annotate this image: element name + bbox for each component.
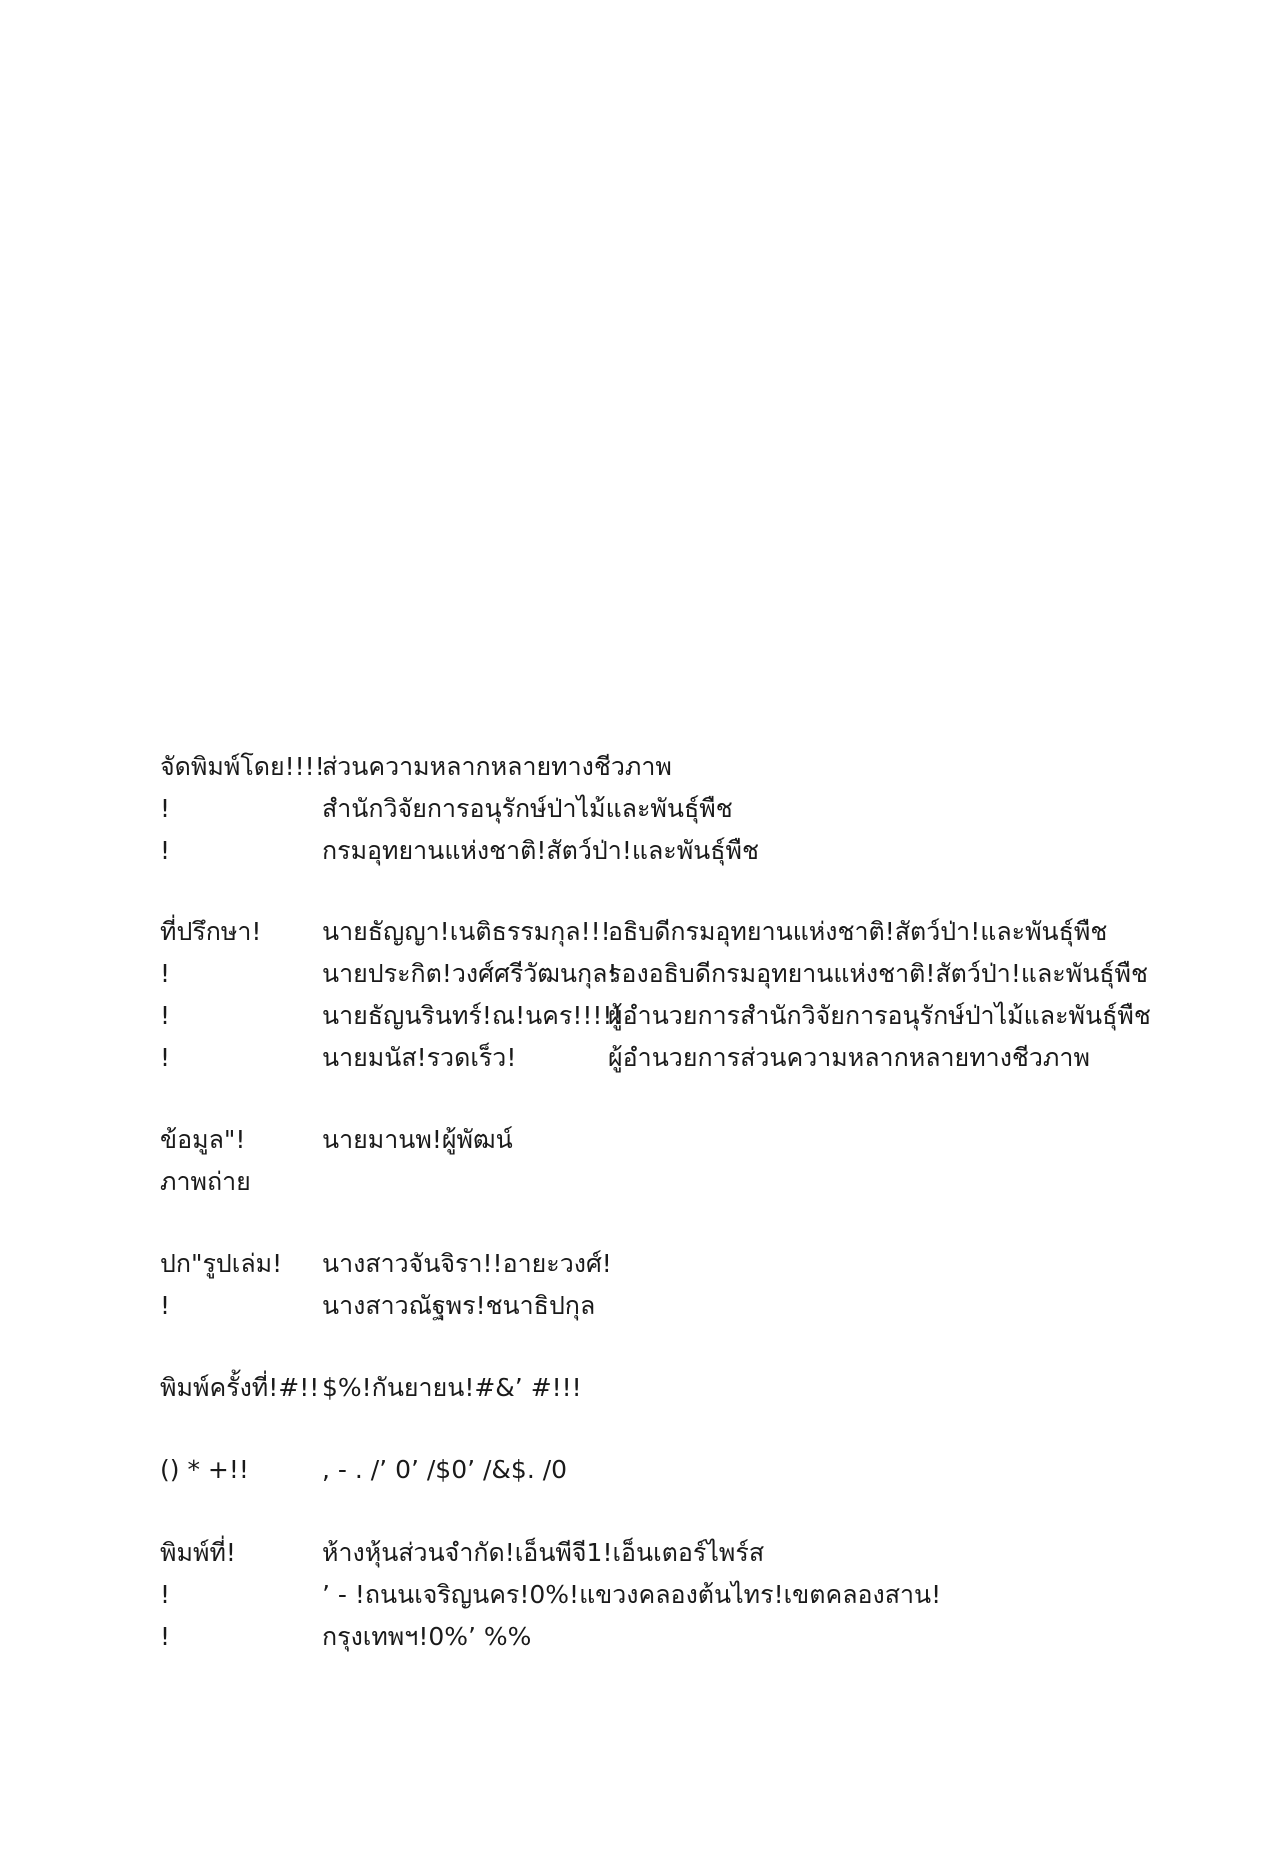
- publisher-row-3-label: !: [160, 836, 171, 865]
- advisor-position-3: ผู้อำนวยการสำนักวิจัยการอนุรักษ์ป่าไม้และพันธุ์พืช: [608, 1001, 1151, 1030]
- edition-label: พิมพ์ครั้งที่!#!!: [160, 1373, 320, 1402]
- publisher-row-2-label: !: [160, 794, 171, 823]
- advisors-label: ที่ปรึกษา!: [160, 917, 262, 946]
- info-value: นายมานพ!ผู้พัฒน์: [322, 1125, 513, 1154]
- isbn-label: () * +!!: [160, 1455, 249, 1484]
- advisor-row-2-label: !: [160, 959, 171, 988]
- printer-row-3-label: !: [160, 1622, 171, 1651]
- cover-value-1: นางสาวจันจิรา!!อายะวงศ์!: [322, 1249, 612, 1278]
- advisor-row-4-label: !: [160, 1043, 171, 1072]
- printer-row-2-label: !: [160, 1580, 171, 1609]
- advisor-position-1: อธิบดีกรมอุทยานแห่งชาติ!สัตว์ป่า!และพันธุ์พืช: [608, 917, 1108, 946]
- advisor-name-2: นายประกิต!วงศ์ศรีวัฒนกุล!: [322, 959, 618, 988]
- advisor-name-3: นายธัญนรินทร์!ณ!นคร!!!!!: [322, 1001, 623, 1030]
- info-label: ข้อมูล"!: [160, 1125, 246, 1154]
- publisher-label: จัดพิมพ์โดย!!!!: [160, 752, 325, 781]
- advisor-name-1: นายธัญญา!เนติธรรมกุล!!!: [322, 917, 611, 946]
- cover-label: ปก"รูปเล่ม!: [160, 1249, 283, 1278]
- printer-value-3: กรุงเทพฯ!0%’ %%: [322, 1622, 532, 1651]
- advisor-name-4: นายมนัส!รวดเร็ว!: [322, 1043, 517, 1072]
- edition-value: $%!กันยายน!#&’ #!!!: [322, 1373, 582, 1402]
- isbn-value: , - . /’ 0’ /$0’ /&$. /0: [322, 1455, 568, 1484]
- cover-value-2: นางสาวณัฐพร!ชนาธิปกุล: [322, 1291, 596, 1320]
- publisher-value-3: กรมอุทยานแห่งชาติ!สัตว์ป่า!และพันธุ์พืช: [322, 836, 759, 865]
- cover-row-2-label: !: [160, 1291, 171, 1320]
- advisor-position-2: รองอธิบดีกรมอุทยานแห่งชาติ!สัตว์ป่า!และพันธุ์พืช: [608, 959, 1149, 988]
- publisher-value-2: สำนักวิจัยการอนุรักษ์ป่าไม้และพันธุ์พืช: [322, 794, 733, 823]
- advisor-position-4: ผู้อำนวยการส่วนความหลากหลายทางชีวภาพ: [608, 1043, 1090, 1072]
- advisor-row-3-label: !: [160, 1001, 171, 1030]
- publisher-value-1: ส่วนความหลากหลายทางชีวภาพ: [322, 752, 672, 781]
- printer-label: พิมพ์ที่!: [160, 1538, 236, 1567]
- printer-value-2: ’ - !ถนนเจริญนคร!0%!แขวงคลองต้นไทร!เขตคลองสาน!: [322, 1580, 942, 1609]
- photo-label: ภาพถ่าย: [160, 1167, 251, 1196]
- printer-value-1: ห้างหุ้นส่วนจำกัด!เอ็นพีจี1!เอ็นเตอร์ไพร์ส: [322, 1538, 765, 1567]
